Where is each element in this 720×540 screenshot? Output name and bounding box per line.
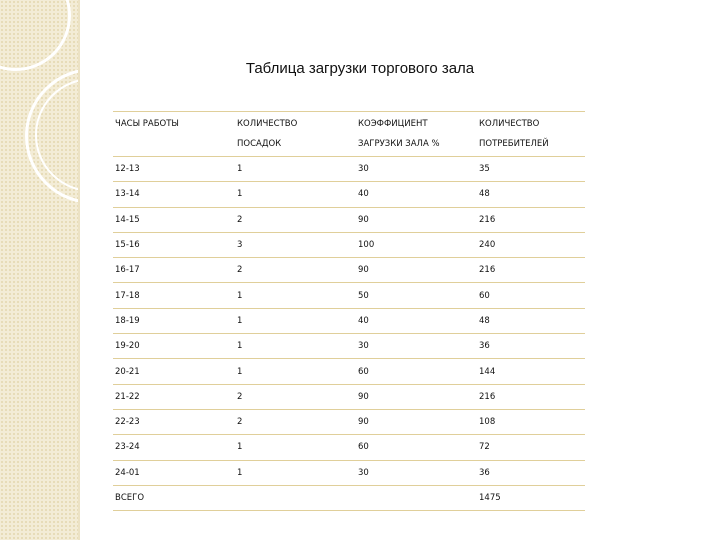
- page-title: Таблица загрузки торгового зала: [245, 60, 475, 77]
- seats-cell: 3: [235, 232, 356, 257]
- load-coefficient-cell: 60: [356, 435, 477, 460]
- load-coefficient-cell: 60: [356, 359, 477, 384]
- hours-cell: 12-13: [113, 157, 235, 182]
- seats-cell: 1: [235, 435, 356, 460]
- header-load-coefficient: КОЭФФИЦИЕНТ ЗАГРУЗКИ ЗАЛА %: [356, 112, 477, 157]
- hours-cell: 20-21: [113, 359, 235, 384]
- seats-cell: 2: [235, 409, 356, 434]
- hours-cell: 23-24: [113, 435, 235, 460]
- header-consumers: КОЛИЧЕСТВО ПОТРЕБИТЕЛЕЙ: [477, 112, 585, 157]
- total-row: [113, 485, 585, 510]
- consumers-cell: 36: [477, 334, 585, 359]
- table-row: [113, 232, 585, 257]
- load-coefficient-cell: 90: [356, 384, 477, 409]
- load-coefficient-cell: 40: [356, 182, 477, 207]
- consumers-cell: 144: [477, 359, 585, 384]
- consumers-cell: 35: [477, 157, 585, 182]
- load-coefficient-cell: 30: [356, 157, 477, 182]
- table-row: [113, 258, 585, 283]
- seats-cell: 1: [235, 359, 356, 384]
- hours-cell: 16-17: [113, 258, 235, 283]
- consumers-cell: 216: [477, 384, 585, 409]
- hours-cell: 17-18: [113, 283, 235, 308]
- total-empty-cell: [356, 485, 477, 510]
- hours-cell: 22-23: [113, 409, 235, 434]
- table-row: [113, 435, 585, 460]
- load-coefficient-cell: 90: [356, 258, 477, 283]
- hours-cell: 13-14: [113, 182, 235, 207]
- decorative-arc: [0, 0, 71, 71]
- load-coefficient-cell: 30: [356, 460, 477, 485]
- header-seats: КОЛИЧЕСТВО ПОСАДОК: [235, 112, 356, 157]
- seats-cell: 1: [235, 182, 356, 207]
- load-coefficient-cell: 100: [356, 232, 477, 257]
- hours-cell: 19-20: [113, 334, 235, 359]
- hours-cell: 21-22: [113, 384, 235, 409]
- hours-cell: 15-16: [113, 232, 235, 257]
- header-hours: ЧАСЫ РАБОТЫ: [113, 112, 235, 157]
- load-coefficient-cell: 30: [356, 334, 477, 359]
- table-row: [113, 207, 585, 232]
- consumers-cell: 216: [477, 258, 585, 283]
- table-row: [113, 157, 585, 182]
- load-coefficient-cell: 50: [356, 283, 477, 308]
- seats-cell: 1: [235, 460, 356, 485]
- hours-cell: 18-19: [113, 308, 235, 333]
- decorative-side-strip: [0, 0, 78, 540]
- hours-cell: 24-01: [113, 460, 235, 485]
- hours-cell: 14-15: [113, 207, 235, 232]
- table-row: [113, 182, 585, 207]
- seats-cell: 1: [235, 334, 356, 359]
- seats-cell: 2: [235, 207, 356, 232]
- load-coefficient-cell: 40: [356, 308, 477, 333]
- load-coefficient-cell: 90: [356, 409, 477, 434]
- table-row: [113, 334, 585, 359]
- consumers-cell: 48: [477, 182, 585, 207]
- consumers-cell: 48: [477, 308, 585, 333]
- table-row: [113, 283, 585, 308]
- table-row: [113, 409, 585, 434]
- decorative-divider: [78, 0, 80, 540]
- consumers-cell: 36: [477, 460, 585, 485]
- table-header-row: [113, 112, 585, 157]
- consumers-cell: 72: [477, 435, 585, 460]
- seats-cell: 1: [235, 283, 356, 308]
- seats-cell: 1: [235, 308, 356, 333]
- seats-cell: 2: [235, 258, 356, 283]
- total-label: ВСЕГО: [113, 485, 235, 510]
- table-row: [113, 460, 585, 485]
- seats-cell: 2: [235, 384, 356, 409]
- table-row: [113, 384, 585, 409]
- seats-cell: 1: [235, 157, 356, 182]
- load-table: [113, 112, 585, 511]
- total-consumers: 1475: [477, 485, 585, 510]
- table-row: [113, 308, 585, 333]
- consumers-cell: 240: [477, 232, 585, 257]
- load-coefficient-cell: 90: [356, 207, 477, 232]
- total-empty-cell: [235, 485, 356, 510]
- consumers-cell: 216: [477, 207, 585, 232]
- consumers-cell: 108: [477, 409, 585, 434]
- table-row: [113, 359, 585, 384]
- consumers-cell: 60: [477, 283, 585, 308]
